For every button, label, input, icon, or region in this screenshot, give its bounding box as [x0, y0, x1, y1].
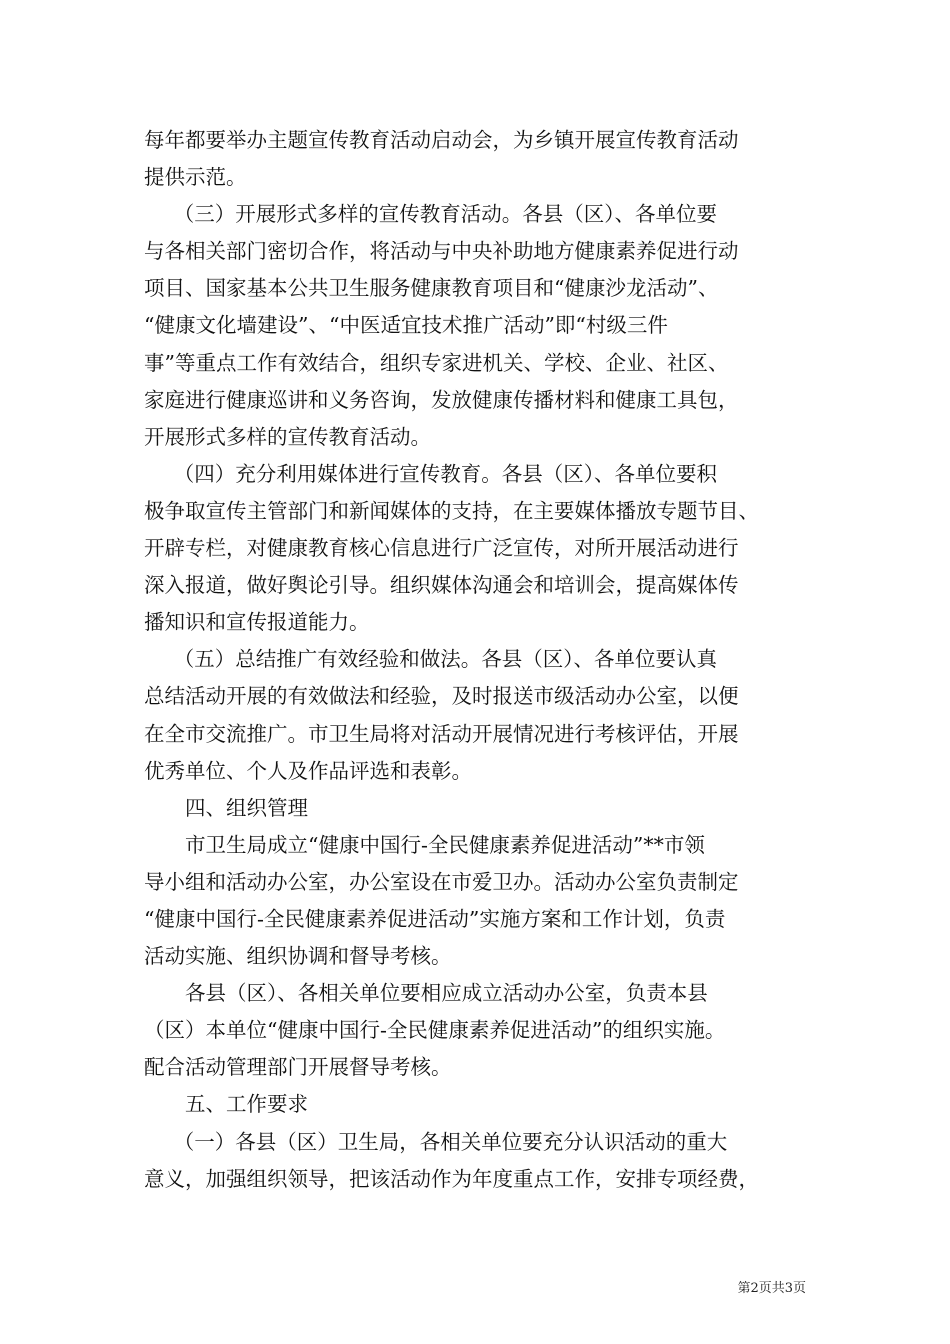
text-line: 在全市交流推广。市卫生局将对活动开展情况进行考核评估，开展	[144, 721, 739, 746]
text-line: 与各相关部门密切合作，将活动与中央补助地方健康素养促进行动	[144, 239, 739, 264]
text-line: （区）本单位“健康中国行-全民健康素养促进活动”的组织实施。	[144, 1018, 726, 1043]
paragraph	[144, 790, 834, 827]
text-line: 提供示范。	[144, 165, 247, 190]
text-line: 优秀单位、个人及作品评选和表彰。	[144, 758, 472, 783]
text-line: 事”等重点工作有效结合，组织专家进机关、学校、企业、社区、	[144, 350, 729, 375]
paragraph	[144, 975, 834, 1086]
page-number: 第2页共3页	[737, 1281, 806, 1296]
text-line: 总结活动开展的有效做法和经验，及时报送市级活动办公室，以便	[144, 684, 739, 709]
text-line: 活动实施、组织协调和督导考核。	[144, 944, 452, 969]
text-line: 深入报道，做好舆论引导。组织媒体沟通会和培训会，提高媒体传	[144, 573, 739, 598]
paragraph	[144, 456, 834, 641]
paragraph	[144, 122, 834, 196]
text-line: “健康文化墙建设”、“中医适宜技术推广活动”即“村级三件	[144, 313, 668, 338]
text-line: 市卫生局成立“健康中国行-全民健康素养促进活动”**市领	[185, 832, 705, 857]
text-line: 各县（区）、各相关单位要相应成立活动办公室，负责本县	[185, 981, 708, 1006]
text-line: 家庭进行健康巡讲和义务咨询，发放健康传播材料和健康工具包，	[144, 387, 739, 412]
text-line: 项目、国家基本公共卫生服务健康教育项目和“健康沙龙活动”、	[144, 276, 719, 301]
text-line: 开展形式多样的宣传教育活动。	[144, 424, 431, 449]
paragraph	[144, 196, 834, 456]
text-line: 播知识和宣传报道能力。	[144, 610, 370, 635]
document-body	[144, 122, 834, 1198]
text-line: 开辟专栏，对健康教育核心信息进行广泛宣传，对所开展活动进行	[144, 536, 739, 561]
text-line: 配合活动管理部门开展督导考核。	[144, 1055, 452, 1080]
paragraph	[144, 827, 834, 975]
text-line: 意义，加强组织领导，把该活动作为年度重点工作，安排专项经费，	[144, 1166, 759, 1191]
text-line: （四）充分利用媒体进行宣传教育。各县（区）、各单位要积	[173, 461, 717, 486]
text-line: 极争取宣传主管部门和新闻媒体的支持，在主要媒体播放专题节目、	[144, 498, 759, 523]
text-line: 五、工作要求	[185, 1092, 308, 1117]
paragraph	[144, 1124, 834, 1198]
text-line: “健康中国行-全民健康素养促进活动”实施方案和工作计划，负责	[144, 906, 726, 931]
text-line: （五）总结推广有效经验和做法。各县（区）、各单位要认真	[173, 647, 717, 672]
paragraph	[144, 641, 834, 789]
text-line: 四、组织管理	[185, 795, 308, 820]
paragraph	[144, 1086, 834, 1123]
text-line: （一）各县（区）卫生局，各相关单位要充分认识活动的重大	[173, 1129, 728, 1154]
text-line: （三）开展形式多样的宣传教育活动。各县（区）、各单位要	[173, 202, 717, 227]
text-line: 导小组和活动办公室，办公室设在市爱卫办。活动办公室负责制定	[144, 869, 739, 894]
text-line: 每年都要举办主题宣传教育活动启动会，为乡镇开展宣传教育活动	[144, 128, 739, 152]
